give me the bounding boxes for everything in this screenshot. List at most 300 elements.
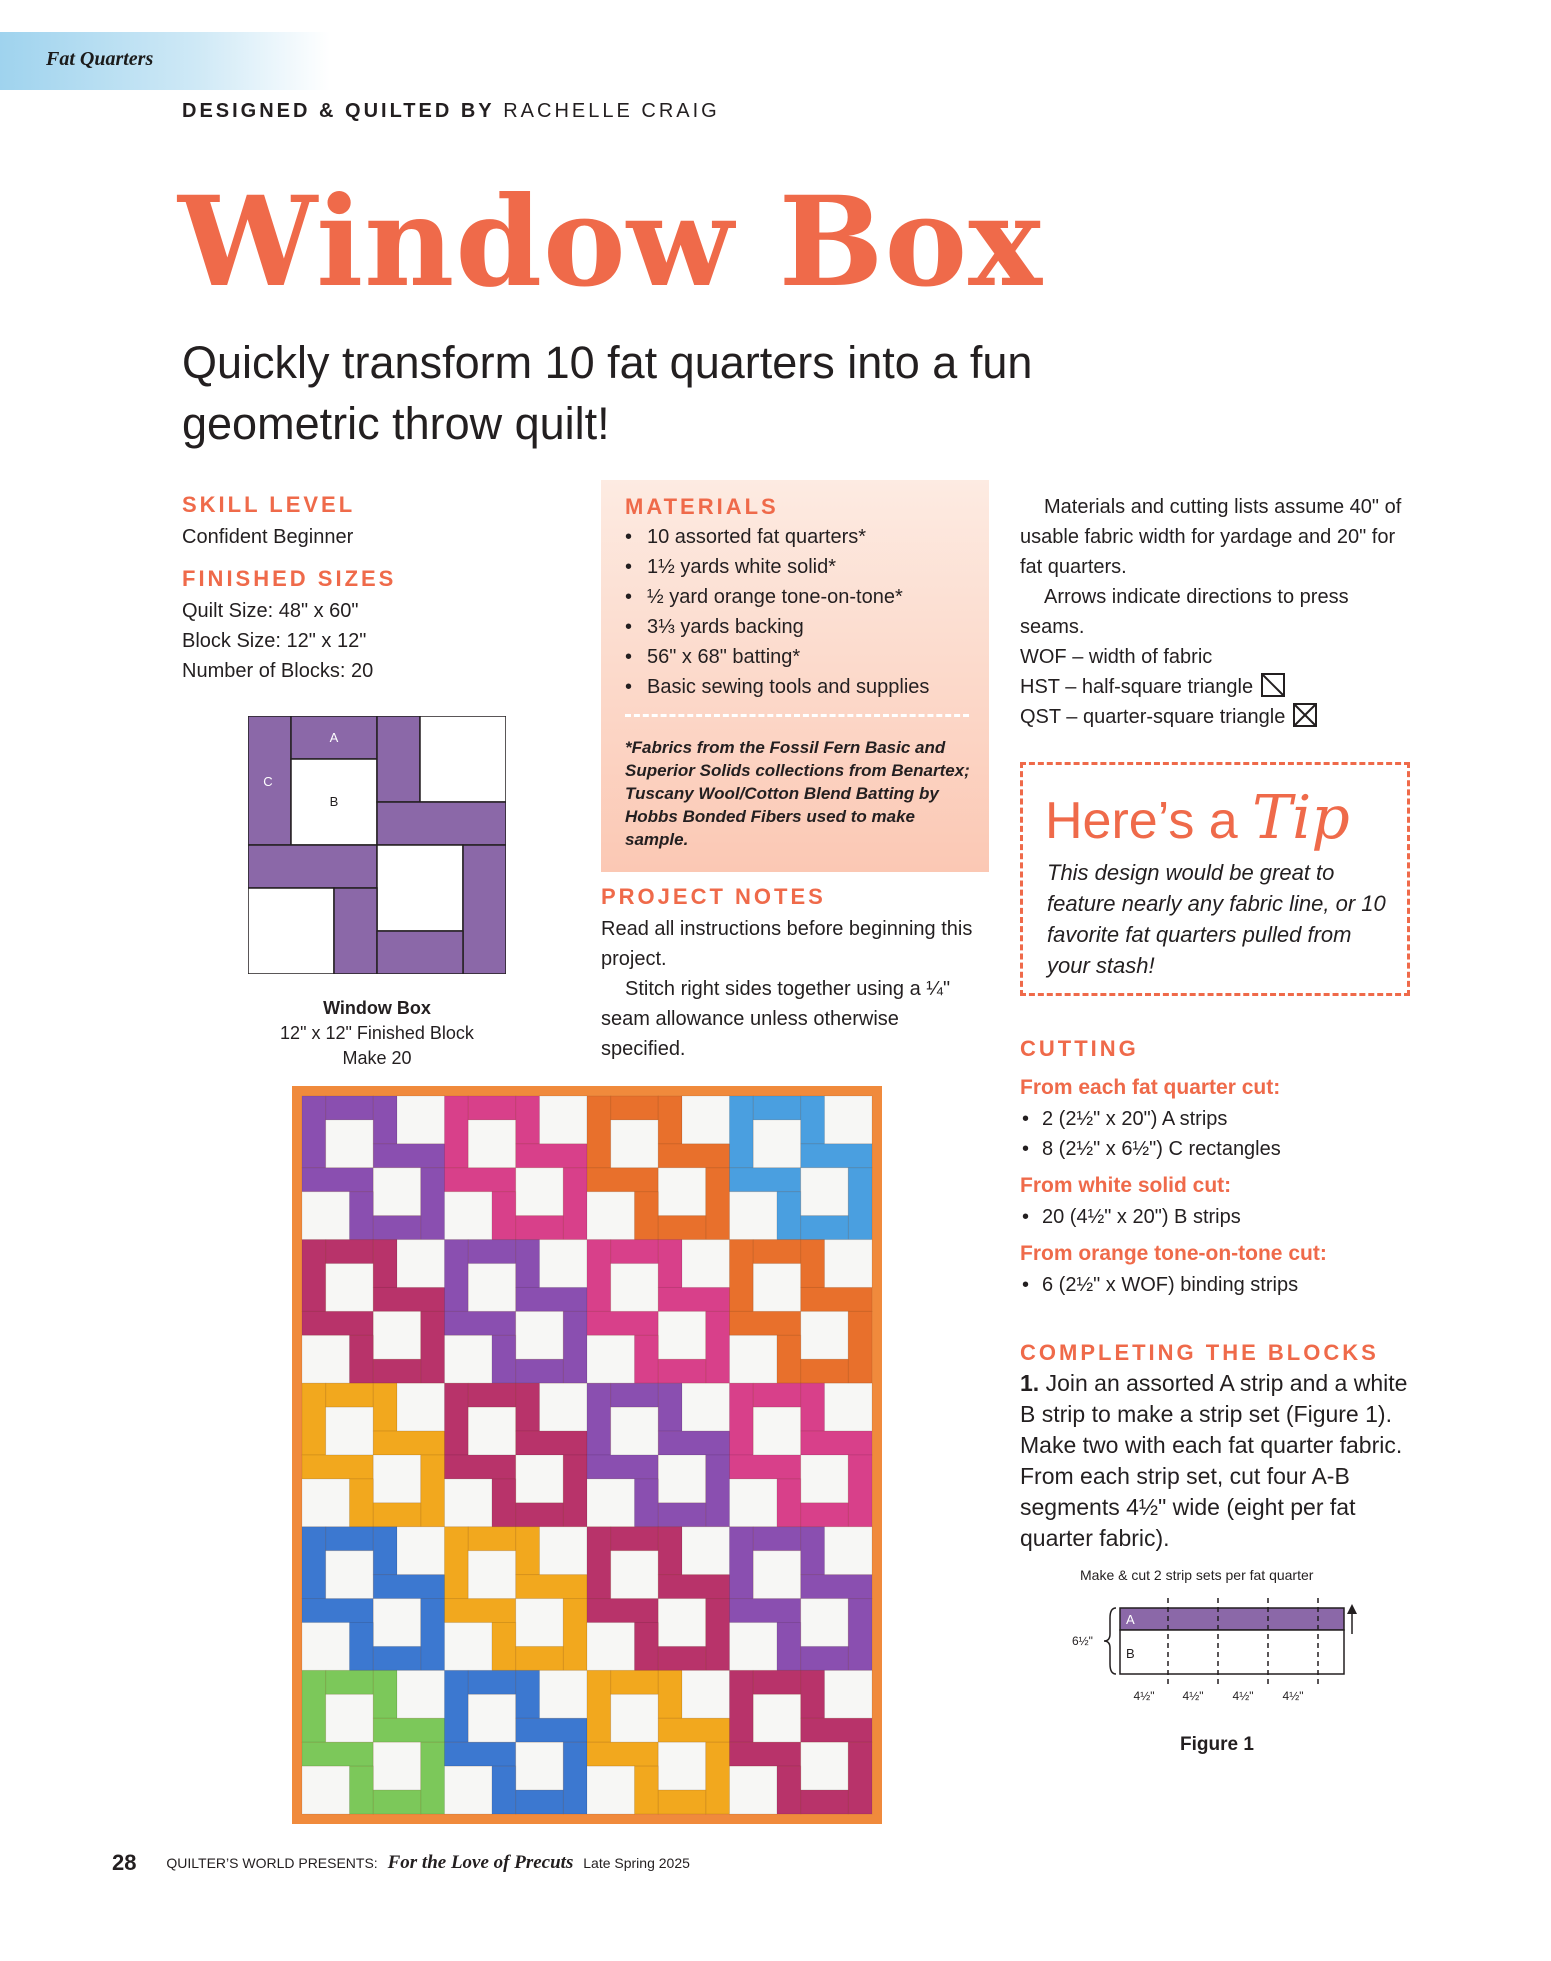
quilt-color-piece bbox=[445, 1240, 469, 1312]
quilt-color-piece bbox=[635, 1192, 659, 1240]
quilt-color-piece bbox=[302, 1168, 373, 1192]
materials-item: • 3⅓ yards backing bbox=[625, 612, 975, 642]
quilt-white-square bbox=[801, 1599, 849, 1647]
quilt-white-square bbox=[825, 1096, 873, 1144]
quilt-color-piece bbox=[587, 1311, 658, 1335]
quilt-color-piece bbox=[516, 1359, 564, 1383]
quilt-color-piece bbox=[492, 1335, 516, 1383]
quilt-white-square bbox=[587, 1623, 635, 1671]
quilt-white-square bbox=[397, 1240, 445, 1288]
hst-definition: HST – half-square triangle bbox=[1020, 676, 1254, 698]
quilt-color-piece bbox=[587, 1455, 658, 1479]
quilt-white-square bbox=[825, 1670, 873, 1718]
quilt-white-square bbox=[611, 1694, 659, 1742]
quilt-color-piece bbox=[611, 1383, 659, 1407]
quilt-color-piece bbox=[730, 1168, 801, 1192]
quilt-color-piece bbox=[373, 1575, 444, 1599]
quilt-color-piece bbox=[848, 1168, 872, 1240]
quilt-color-piece bbox=[302, 1455, 373, 1479]
quilt-color-piece bbox=[302, 1240, 326, 1312]
quilt-white-square bbox=[540, 1670, 588, 1718]
quilt-white-square bbox=[373, 1455, 421, 1503]
quilt-color-piece bbox=[326, 1240, 374, 1264]
figure1-diagram bbox=[1070, 1598, 1370, 1708]
quilt-color-piece bbox=[350, 1766, 374, 1814]
tip-title-main: Here’s a bbox=[1045, 792, 1238, 850]
quilt-color-piece bbox=[635, 1335, 659, 1383]
quilt-white-square bbox=[445, 1766, 493, 1814]
skill-level-heading: SKILL LEVEL bbox=[182, 492, 356, 517]
quilt-color-piece bbox=[658, 1527, 682, 1575]
quilt-white-square bbox=[326, 1120, 374, 1168]
quilt-color-piece bbox=[445, 1311, 516, 1335]
quilt-white-square bbox=[730, 1479, 778, 1527]
quilt-white-square bbox=[801, 1742, 849, 1790]
materials-note: *Fabrics from the Fossil Fern Basic and Superior Solids collections from Benartex; Tuscany Wool/Cotton Blend Batting by Hobbs Bonded Fibers used to make sample. bbox=[625, 738, 970, 849]
quilt-color-piece bbox=[587, 1670, 611, 1742]
tip-title bbox=[1045, 783, 1350, 853]
quilt-white-square bbox=[468, 1694, 516, 1742]
quilt-color-piece bbox=[516, 1144, 587, 1168]
quilt-white-square bbox=[753, 1120, 801, 1168]
cutting-list bbox=[1020, 1202, 1420, 1232]
cutting-group-title: From white solid cut: bbox=[1020, 1174, 1232, 1197]
quilt-white-square bbox=[468, 1551, 516, 1599]
quilt-white-square bbox=[753, 1407, 801, 1455]
qst-icon bbox=[1293, 703, 1317, 727]
quilt-color-piece bbox=[302, 1742, 373, 1766]
quilt-color-piece bbox=[777, 1623, 801, 1671]
page-number: 28 bbox=[112, 1850, 137, 1875]
quilt-color-piece bbox=[350, 1335, 374, 1383]
quilt-color-piece bbox=[658, 1646, 706, 1670]
quilt-white-square bbox=[682, 1240, 730, 1288]
quilt-color-piece bbox=[563, 1168, 587, 1240]
quilt-color-piece bbox=[516, 1383, 540, 1431]
quilt-color-piece bbox=[373, 1096, 397, 1144]
footer-magazine: For the Love of Precuts bbox=[387, 1852, 574, 1873]
press-arrow-icon bbox=[1347, 1604, 1357, 1614]
quilt-color-piece bbox=[848, 1599, 872, 1671]
quilt-color-piece bbox=[516, 1527, 540, 1575]
piece-b-bottomleft bbox=[248, 888, 334, 974]
quilt-white-square bbox=[445, 1479, 493, 1527]
quilt-white-square bbox=[753, 1694, 801, 1742]
section-tab bbox=[0, 32, 330, 90]
quilt-color-piece bbox=[658, 1096, 682, 1144]
quilt-color-piece bbox=[801, 1431, 872, 1455]
quilt-color-piece bbox=[801, 1527, 825, 1575]
quilt-white-square bbox=[753, 1264, 801, 1312]
quilt-color-piece bbox=[753, 1240, 801, 1264]
quilt-white-square bbox=[373, 1168, 421, 1216]
cutting-item: • 8 (2½" x 6½") C rectangles bbox=[1020, 1134, 1420, 1164]
quilt-color-piece bbox=[730, 1455, 801, 1479]
quilt-color-piece bbox=[516, 1216, 564, 1240]
quilt-color-piece bbox=[587, 1742, 658, 1766]
quilt-white-square bbox=[611, 1120, 659, 1168]
quilt-color-piece bbox=[706, 1742, 730, 1814]
strip-b bbox=[1120, 1630, 1344, 1674]
quilt-color-piece bbox=[730, 1096, 754, 1168]
quilt-color-piece bbox=[848, 1742, 872, 1814]
block-caption bbox=[248, 996, 506, 1071]
quilt-color-piece bbox=[658, 1287, 729, 1311]
hst-icon bbox=[1261, 673, 1285, 697]
quilt-color-piece bbox=[421, 1742, 445, 1814]
cutting-section bbox=[1020, 1036, 1420, 1310]
quilt-color-piece bbox=[516, 1240, 540, 1288]
quilt-color-piece bbox=[658, 1575, 729, 1599]
materials-heading: MATERIALS bbox=[625, 494, 779, 519]
general-notes bbox=[1020, 492, 1410, 732]
quilt-color-piece bbox=[730, 1599, 801, 1623]
block-diagram-pieces bbox=[248, 716, 506, 974]
quilt-color-piece bbox=[445, 1670, 469, 1742]
quilt-white-square bbox=[302, 1192, 350, 1240]
quilt-color-piece bbox=[801, 1670, 825, 1718]
quilt-color-piece bbox=[587, 1599, 658, 1623]
quilt-white-square bbox=[540, 1527, 588, 1575]
quilt-photo-illustration bbox=[292, 1086, 882, 1824]
piece-c-right bbox=[463, 845, 506, 974]
quilt-color-piece bbox=[445, 1168, 516, 1192]
wof-definition: WOF – width of fabric bbox=[1020, 646, 1213, 668]
quilt-size: Quilt Size: 48" x 60" bbox=[182, 600, 359, 622]
quilt-white-square bbox=[611, 1264, 659, 1312]
step-1 bbox=[1020, 1368, 1410, 1554]
project-notes-heading: PROJECT NOTES bbox=[601, 884, 826, 909]
quilt-color-piece bbox=[445, 1383, 469, 1455]
quilt-white-square bbox=[397, 1096, 445, 1144]
quilt-white-square bbox=[516, 1455, 564, 1503]
general-para2: Arrows indicate directions to press seams. bbox=[1020, 586, 1349, 638]
quilt-white-square bbox=[682, 1096, 730, 1144]
quilt-color-piece bbox=[373, 1383, 397, 1431]
quilt-color-piece bbox=[468, 1096, 516, 1120]
materials-item: • 56" x 68" batting* bbox=[625, 642, 975, 672]
quilt-white-square bbox=[397, 1527, 445, 1575]
quilt-white-square bbox=[825, 1383, 873, 1431]
step-number: 1. bbox=[1020, 1370, 1040, 1396]
quilt-white-square bbox=[373, 1311, 421, 1359]
materials-item: • 1½ yards white solid* bbox=[625, 552, 975, 582]
quilt-white-square bbox=[516, 1599, 564, 1647]
quilt-white-square bbox=[730, 1335, 778, 1383]
cutting-list bbox=[1020, 1104, 1420, 1164]
block-caption-title: Window Box bbox=[323, 998, 431, 1018]
footer-publisher: QUILTER’S WORLD PRESENTS: bbox=[166, 1855, 378, 1871]
quilt-color-piece bbox=[563, 1311, 587, 1383]
quilt-white-square bbox=[468, 1264, 516, 1312]
completing-heading: COMPLETING THE BLOCKS bbox=[1020, 1340, 1379, 1365]
quilt-color-piece bbox=[350, 1623, 374, 1671]
quilt-white-square bbox=[658, 1455, 706, 1503]
quilt-color-piece bbox=[611, 1240, 659, 1264]
block-caption-count: Make 20 bbox=[342, 1048, 412, 1068]
quilt-white-square bbox=[658, 1599, 706, 1647]
height-brace bbox=[1104, 1608, 1116, 1674]
segment-label: 4½" bbox=[1182, 1689, 1204, 1703]
piece-b-mid bbox=[377, 845, 463, 931]
quilt-color-piece bbox=[373, 1790, 421, 1814]
quilt-color-piece bbox=[468, 1240, 516, 1264]
quilt-color-piece bbox=[753, 1383, 801, 1407]
quilt-color-piece bbox=[302, 1670, 326, 1742]
quilt-color-piece bbox=[516, 1503, 564, 1527]
quilt-white-square bbox=[753, 1551, 801, 1599]
quilt-color-piece bbox=[801, 1503, 849, 1527]
quilt-color-piece bbox=[658, 1431, 729, 1455]
quilt-color-piece bbox=[730, 1240, 754, 1312]
page-footer bbox=[112, 1850, 690, 1876]
tip-text: This design would be great to feature nearly any fabric line, or 10 favorite fat quarters pulled from your stash! bbox=[1047, 860, 1386, 978]
quilt-color-piece bbox=[848, 1311, 872, 1383]
quilt-color-piece bbox=[753, 1096, 801, 1120]
quilt-color-piece bbox=[373, 1718, 444, 1742]
quilt-color-piece bbox=[445, 1599, 516, 1623]
quilt-color-piece bbox=[730, 1670, 754, 1742]
quilt-white-square bbox=[540, 1383, 588, 1431]
quilt-color-piece bbox=[658, 1359, 706, 1383]
quilt-color-piece bbox=[302, 1599, 373, 1623]
segment-label: 4½" bbox=[1282, 1689, 1304, 1703]
label-b: B bbox=[329, 794, 339, 809]
quilt-color-piece bbox=[373, 1503, 421, 1527]
quilt-color-piece bbox=[801, 1096, 825, 1144]
quilt-color-piece bbox=[658, 1503, 706, 1527]
quilt-color-piece bbox=[801, 1790, 849, 1814]
quilt-color-piece bbox=[635, 1479, 659, 1527]
quilt-color-piece bbox=[587, 1168, 658, 1192]
quilt-white-square bbox=[801, 1168, 849, 1216]
cutting-item: • 2 (2½" x 20") A strips bbox=[1020, 1104, 1420, 1134]
block-diagram bbox=[248, 716, 506, 974]
quilt-white-square bbox=[397, 1383, 445, 1431]
figure1-title: Make & cut 2 strip sets per fat quarter bbox=[1080, 1567, 1314, 1583]
quilt-color-piece bbox=[326, 1527, 374, 1551]
quilt-color-piece bbox=[373, 1646, 421, 1670]
quilt-color-piece bbox=[302, 1096, 326, 1168]
quilt-white-square bbox=[801, 1311, 849, 1359]
quilt-color-piece bbox=[777, 1479, 801, 1527]
quilt-color-piece bbox=[350, 1192, 374, 1240]
general-para1: Materials and cutting lists assume 40" of usable fabric width for yardage and 20" for fat quarters. bbox=[1020, 496, 1402, 578]
quilt-color-piece bbox=[801, 1216, 849, 1240]
quilt-white-square bbox=[682, 1383, 730, 1431]
quilt-color-piece bbox=[635, 1766, 659, 1814]
quilt-color-piece bbox=[492, 1479, 516, 1527]
quilt-color-piece bbox=[658, 1790, 706, 1814]
cutting-group-title: From orange tone-on-tone cut: bbox=[1020, 1242, 1327, 1265]
byline-label: DESIGNED & QUILTED BY bbox=[182, 100, 495, 122]
quilt-color-piece bbox=[302, 1311, 373, 1335]
quilt-color-piece bbox=[587, 1383, 611, 1455]
quilt-color-piece bbox=[611, 1670, 659, 1694]
cutting-item: • 6 (2½" x WOF) binding strips bbox=[1020, 1270, 1420, 1300]
skill-level-value: Confident Beginner bbox=[182, 526, 354, 548]
quilt-color-piece bbox=[730, 1742, 801, 1766]
quilt-color-piece bbox=[373, 1431, 444, 1455]
quilt-color-piece bbox=[611, 1527, 659, 1551]
piece-c-bottom bbox=[334, 888, 377, 974]
quilt-color-piece bbox=[326, 1670, 374, 1694]
quilt-white-square bbox=[326, 1264, 374, 1312]
piece-a-bottom bbox=[377, 931, 463, 974]
block-caption-size: 12" x 12" Finished Block bbox=[280, 1023, 474, 1043]
quilt-white-square bbox=[516, 1311, 564, 1359]
quilt-white-square bbox=[468, 1407, 516, 1455]
quilt-color-piece bbox=[730, 1383, 754, 1455]
quilt-color-piece bbox=[516, 1575, 587, 1599]
quilt-color-piece bbox=[302, 1383, 326, 1455]
quilt-color-piece bbox=[373, 1287, 444, 1311]
quilt-color-piece bbox=[730, 1527, 754, 1599]
quilt-color-piece bbox=[706, 1311, 730, 1383]
quilt-color-piece bbox=[777, 1335, 801, 1383]
block-size: Block Size: 12" x 12" bbox=[182, 630, 367, 652]
quilt-color-piece bbox=[492, 1192, 516, 1240]
segment-label: 4½" bbox=[1232, 1689, 1254, 1703]
quilt-white-square bbox=[397, 1670, 445, 1718]
quilt-color-piece bbox=[350, 1479, 374, 1527]
materials-list bbox=[625, 522, 975, 702]
quilt-color-piece bbox=[730, 1311, 801, 1335]
qst-definition: QST – quarter-square triangle bbox=[1020, 706, 1286, 728]
quilt-color-piece bbox=[801, 1359, 849, 1383]
quilt-color-piece bbox=[563, 1455, 587, 1527]
quilt-color-piece bbox=[445, 1742, 516, 1766]
quilt-white-square bbox=[682, 1527, 730, 1575]
piece-c-mid bbox=[377, 716, 420, 802]
quilt-white-square bbox=[373, 1742, 421, 1790]
quilt-white-square bbox=[587, 1479, 635, 1527]
quilt-color-piece bbox=[563, 1742, 587, 1814]
quilt-white-square bbox=[658, 1168, 706, 1216]
quilt-white-square bbox=[825, 1527, 873, 1575]
quilt-white-square bbox=[516, 1742, 564, 1790]
byline bbox=[182, 100, 720, 123]
quilt-color-piece bbox=[326, 1383, 374, 1407]
byline-name: RACHELLE CRAIG bbox=[503, 100, 720, 122]
quilt-color-piece bbox=[801, 1287, 872, 1311]
quilt-color-piece bbox=[373, 1670, 397, 1718]
quilt-color-piece bbox=[468, 1527, 516, 1551]
quilt-color-piece bbox=[373, 1527, 397, 1575]
quilt-white-square bbox=[730, 1623, 778, 1671]
finished-sizes-heading: FINISHED SIZES bbox=[182, 566, 397, 591]
quilt-white-square bbox=[326, 1407, 374, 1455]
quilt-color-piece bbox=[516, 1096, 540, 1144]
quilt-color-piece bbox=[658, 1670, 682, 1718]
quilt-color-piece bbox=[611, 1096, 659, 1120]
qst-line bbox=[1020, 702, 1410, 732]
quilt-color-piece bbox=[801, 1240, 825, 1288]
quilt-color-piece bbox=[492, 1623, 516, 1671]
quilt-color-piece bbox=[706, 1455, 730, 1527]
quilt-color-piece bbox=[658, 1144, 729, 1168]
completing-blocks bbox=[1020, 1340, 1410, 1554]
piece-a-right bbox=[377, 802, 506, 845]
quilt-color-piece bbox=[516, 1718, 587, 1742]
quilt-white-square bbox=[445, 1335, 493, 1383]
quilt-color-piece bbox=[421, 1168, 445, 1240]
quilt-color-piece bbox=[468, 1670, 516, 1694]
number-of-blocks: Number of Blocks: 20 bbox=[182, 660, 374, 682]
quilt-white-square bbox=[326, 1694, 374, 1742]
label-c: C bbox=[263, 774, 273, 789]
page-subtitle: Quickly transform 10 fat quarters into a fun geometric throw quilt! bbox=[182, 337, 1033, 449]
quilt-color-piece bbox=[801, 1646, 849, 1670]
quilt-color-piece bbox=[516, 1287, 587, 1311]
materials-divider bbox=[625, 714, 969, 717]
quilt-color-piece bbox=[421, 1455, 445, 1527]
quilt-color-piece bbox=[706, 1168, 730, 1240]
quilt-color-piece bbox=[801, 1383, 825, 1431]
section-tab-label: Fat Quarters bbox=[46, 48, 154, 70]
quilt-color-piece bbox=[753, 1527, 801, 1551]
quilt-photo bbox=[292, 1086, 882, 1824]
quilt-color-piece bbox=[445, 1096, 469, 1168]
quilt-color-piece bbox=[587, 1527, 611, 1599]
footer-issue: Late Spring 2025 bbox=[583, 1855, 690, 1871]
quilt-white-square bbox=[302, 1479, 350, 1527]
quilt-color-piece bbox=[445, 1527, 469, 1599]
quilt-white-square bbox=[516, 1168, 564, 1216]
quilt-color-piece bbox=[658, 1240, 682, 1288]
quilt-white-square bbox=[611, 1407, 659, 1455]
quilt-color-piece bbox=[801, 1718, 872, 1742]
figure1-label-b: B bbox=[1126, 1646, 1135, 1661]
label-a: A bbox=[329, 730, 339, 745]
quilt-color-piece bbox=[563, 1599, 587, 1671]
quilt-color-piece bbox=[516, 1790, 564, 1814]
cutting-item: • 20 (4½" x 20") B strips bbox=[1020, 1202, 1420, 1232]
figure1-caption: Figure 1 bbox=[1180, 1734, 1254, 1755]
quilt-color-piece bbox=[373, 1216, 421, 1240]
segment-label: 4½" bbox=[1133, 1689, 1155, 1703]
quilt-white-square bbox=[825, 1240, 873, 1288]
quilt-color-piece bbox=[777, 1192, 801, 1240]
quilt-white-square bbox=[587, 1766, 635, 1814]
materials-item: • 10 assorted fat quarters* bbox=[625, 522, 975, 552]
quilt-color-piece bbox=[373, 1359, 421, 1383]
quilt-white-square bbox=[730, 1192, 778, 1240]
quilt-white-square bbox=[445, 1192, 493, 1240]
quilt-white-square bbox=[326, 1551, 374, 1599]
page-title: Window Box bbox=[178, 170, 1044, 315]
quilt-color-piece bbox=[658, 1383, 682, 1431]
piece-a-left bbox=[248, 845, 377, 888]
quilt-white-square bbox=[587, 1192, 635, 1240]
quilt-white-square bbox=[540, 1096, 588, 1144]
quilt-white-square bbox=[302, 1766, 350, 1814]
cutting-heading: CUTTING bbox=[1020, 1036, 1139, 1061]
quilt-color-piece bbox=[516, 1431, 587, 1455]
quilt-color-piece bbox=[373, 1240, 397, 1288]
step-text: Join an assorted A strip and a white B strip to make a strip set (Figure 1). Make two with each fat quarter fabric. From each strip set, cut four A-B segments 4½" wide (eight per fat quarter fabric). bbox=[1020, 1370, 1408, 1551]
piece-b-topright bbox=[420, 716, 506, 802]
quilt-white-square bbox=[611, 1551, 659, 1599]
quilt-white-square bbox=[658, 1742, 706, 1790]
quilt-white-square bbox=[540, 1240, 588, 1288]
project-notes-para1: Read all instructions before beginning this project. bbox=[601, 918, 973, 970]
quilt-color-piece bbox=[516, 1670, 540, 1718]
cutting-list bbox=[1020, 1270, 1420, 1300]
quilt-white-square bbox=[587, 1335, 635, 1383]
figure1-label-a: A bbox=[1126, 1612, 1135, 1627]
quilt-color-piece bbox=[516, 1646, 564, 1670]
